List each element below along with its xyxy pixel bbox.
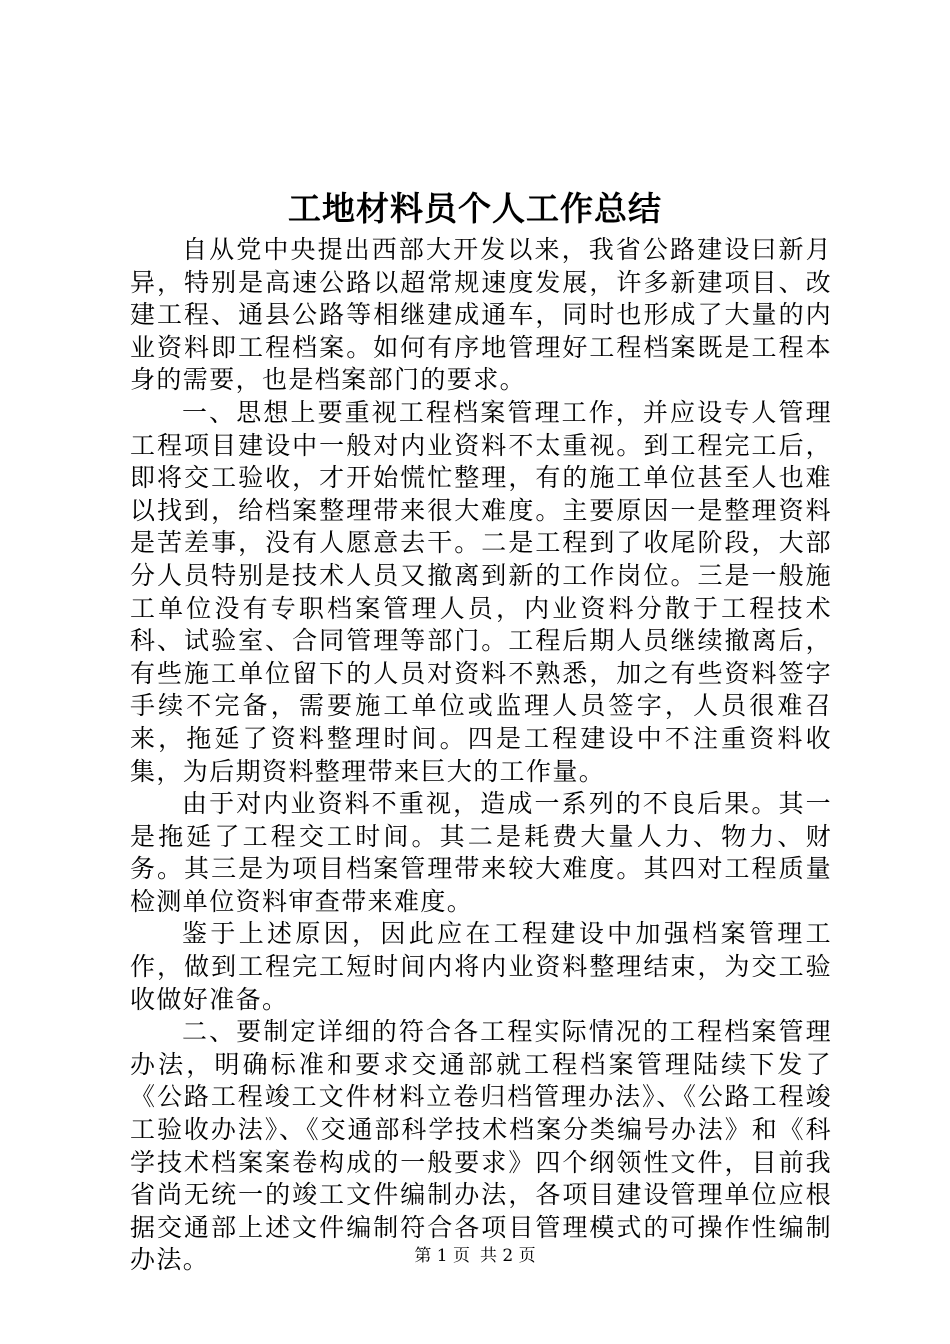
document-title: 工地材料员个人工作总结	[288, 189, 662, 228]
paragraph-intro: 自从党中央提出西部大开发以来，我省公路建设曰新月异，特别是高速公路以超常规速度发展，许多新建项目、改建工程、通县公路等相继建成通车，同时也形成了大量的内业资料即工程档案。如何有序地管理好工程档案既是工程本身的需要，也是档案部门的要求。	[130, 235, 832, 395]
paragraph-consequences: 由于对内业资料不重视，造成一系列的不良后果。其一是拖延了工程交工时间。其二是耗费大量人力、物力、财务。其三是为项目档案管理带来较大难度。其四对工程质量检测单位资料审查带来难度。	[130, 789, 832, 916]
paragraph-conclusion: 鉴于上述原因，因此应在工程建设中加强档案管理工作，做到工程完工短时间内将内业资料整理结束，为交工验收做好准备。	[130, 919, 832, 1014]
document-body	[130, 234, 832, 1277]
page-footer	[0, 1244, 950, 1268]
paragraph-section-two: 二、要制定详细的符合各工程实际情况的工程档案管理办法，明确标准和要求交通部就工程档案管理陆续下发了《公路工程竣工文件材料立卷归档管理办法》、《公路工程竣工验收办法》、《交通部科学技术档案分类编号办法》和《科学技术档案案卷构成的一般要求》四个纲领性文件，目前我省尚无统一的竣工文件编制办法，各项目建设管理单位应根据交通部上述文件编制符合各项目管理模式的可操作性编制办法。	[130, 1017, 832, 1275]
page-number-total: 共 2 页	[480, 1246, 536, 1266]
paragraph-section-one: 一、思想上要重视工程档案管理工作，并应设专人管理工程项目建设中一般对内业资料不太重视。到工程完工后，即将交工验收，才开始慌忙整理，有的施工单位甚至人也难以找到，给档案整理带来很大难度。主要原因一是整理资料是苦差事，没有人愿意去干。二是工程到了收尾阶段，大部分人员特别是技术人员又撤离到新的工作岗位。三是一般施工单位没有专职档案管理人员，内业资料分散于工程技术科、试验室、合同管理等部门。工程后期人员继续撤离后，有些施工单位留下的人员对资料不熟悉，加之有些资料签字手续不完备，需要施工单位或监理人员签字，人员很难召来，拖延了资料整理时间。四是工程建设中不注重资料收集，为后期资料整理带来巨大的工作量。	[130, 397, 832, 786]
page-number-current: 第 1 页	[414, 1246, 470, 1266]
